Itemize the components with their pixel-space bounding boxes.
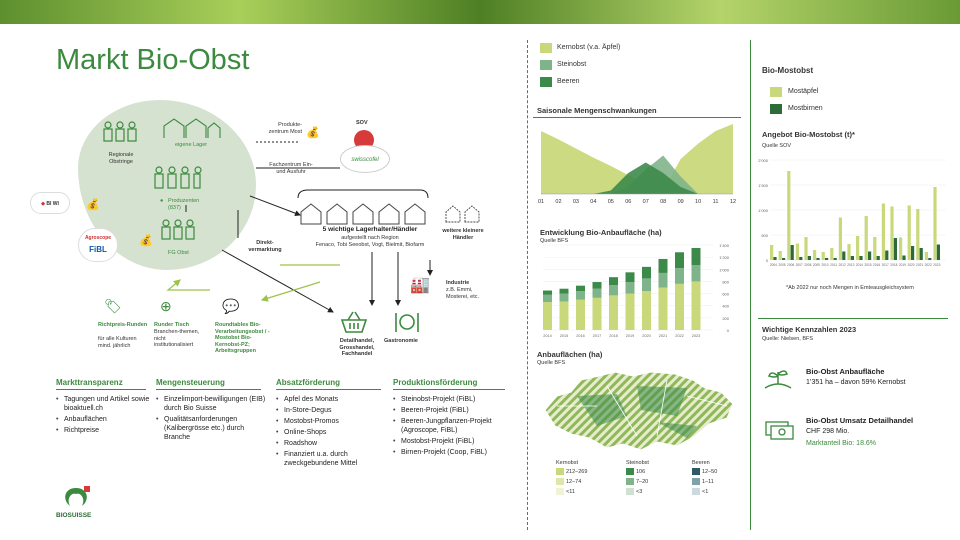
map-title: Anbauflächen (ha)	[537, 350, 603, 359]
col-produktionsfoerderung	[393, 378, 513, 459]
anbau-chart	[533, 240, 743, 340]
runder-tisch-label: Runder Tisch	[154, 322, 190, 328]
richtpreis-label: Richtpreis-Runden	[98, 322, 148, 328]
bar-segment	[593, 282, 602, 289]
bar	[902, 256, 905, 261]
x-tick-label: 2015	[559, 334, 569, 338]
y-tick-label: 0	[765, 258, 768, 263]
bar	[928, 258, 931, 260]
money-bag-icon: 💰	[86, 199, 100, 211]
bar-segment	[626, 272, 635, 282]
bar-segment	[593, 289, 602, 298]
runder-tisch-detail: Branchen-themen, nicht institutionalisiert	[154, 329, 200, 348]
detailhandel-label: Detailhandel, Grosshandel, Fachhandel	[339, 338, 375, 357]
k2-value: CHF 298 Mio.	[806, 428, 850, 435]
map-legend-range: 12–50	[702, 469, 718, 475]
list-item: • Beeren-Projekt (FiBL)	[393, 406, 513, 415]
col-title: Absatzförderung	[276, 378, 340, 387]
regionale-obstringe-label: Regionale Obstringe	[108, 152, 134, 165]
y-tick-label: 1’200	[719, 255, 729, 261]
legend-label: Kernobst (v.a. Äpfel)	[557, 44, 621, 51]
legend-swatch-mostbirnen	[770, 104, 782, 114]
bar	[782, 258, 785, 260]
industrie-label: Industrie	[446, 280, 470, 286]
list-item: • Apfel des Monats	[276, 395, 386, 404]
k1-title: Bio-Obst Anbaufläche	[806, 367, 885, 376]
x-tick-label: 2011	[830, 263, 838, 267]
x-tick-label: 2009	[812, 263, 820, 267]
map-legend-kernobst: Kernobst	[556, 460, 579, 466]
x-tick-label: 2008	[804, 263, 812, 267]
legend-label: Mostäpfel	[788, 88, 819, 95]
divider	[393, 389, 505, 390]
bar	[937, 245, 940, 261]
seasonal-tick-label: 01	[537, 199, 545, 205]
bar	[779, 251, 782, 260]
bar	[885, 251, 888, 261]
map-legend-steinobst: Steinobst	[626, 460, 649, 466]
list-item: • Tagungen und Artikel sowie bioaktuell.ch	[56, 395, 151, 413]
swisscofel-logo: swisscofel	[340, 145, 390, 173]
x-tick-label: 2018	[609, 334, 618, 338]
list-item: • Richtpreise	[56, 426, 151, 435]
list-item: • Finanziert u.a. durch zweckgebundene Mittel	[276, 450, 386, 468]
bar	[877, 256, 880, 260]
k2-share: Marktanteil Bio: 18.6%	[806, 440, 877, 447]
bar	[796, 244, 799, 261]
bar-segment	[659, 273, 668, 288]
bar-segment	[675, 268, 684, 284]
x-tick-label: 2007	[795, 263, 803, 267]
richtpreis-detail: für alle Kulturen mind. jährlich	[98, 336, 137, 349]
chat-bubbles-icon: 💬	[222, 298, 240, 314]
page-title: Markt Bio-Obst	[56, 44, 250, 76]
produzenten-label: Produzenten (837)	[168, 198, 200, 211]
bar-segment	[543, 295, 552, 302]
y-tick-label: 1’400	[719, 243, 729, 248]
map-legend-swatch	[556, 478, 564, 485]
money-bag-icon: 💰	[139, 235, 153, 247]
gastronomie-label: Gastronomie	[384, 338, 418, 344]
map-legend-beeren: Beeren	[692, 460, 710, 466]
x-tick-label: 2021	[916, 263, 924, 267]
biosuisse-wordmark: BIOSUISSE	[56, 512, 92, 519]
x-tick-label: 2014	[855, 263, 863, 267]
map-legend-swatch	[692, 468, 700, 475]
list-item: • Online-Shops	[276, 428, 386, 437]
map-legend-range: <3	[636, 489, 643, 495]
bar	[868, 252, 871, 261]
divider	[156, 389, 261, 390]
mostobst-chart-title: Angebot Bio-Mostobst (t)*	[762, 130, 855, 139]
x-tick-label: 2019	[898, 263, 906, 267]
col-title: Produktionsförderung	[393, 378, 478, 387]
bar-segment	[576, 291, 585, 300]
bar-segment	[560, 289, 569, 294]
bar	[834, 258, 837, 260]
lagerhalter-names: Fenaco, Tobi Seeobst, Vogt, Bielmit, Biofarm	[315, 242, 425, 248]
x-tick-label: 2019	[625, 334, 635, 338]
map-legend-swatch	[626, 468, 634, 475]
bar	[816, 258, 819, 260]
kennzahlen-title: Wichtige Kennzahlen 2023	[762, 325, 857, 334]
x-tick-label: 2013	[847, 263, 855, 267]
biosuisse-logo	[58, 484, 94, 512]
mostobst-chart	[756, 150, 952, 275]
map-legend-range: 106	[636, 469, 646, 475]
saisonal-title: Saisonale Mengenschwankungen	[537, 106, 657, 115]
switzerland-map	[537, 366, 741, 456]
x-tick-label: 2020	[907, 263, 915, 267]
bar-segment	[675, 252, 684, 268]
bar-segment	[576, 286, 585, 291]
bar-segment	[642, 267, 651, 279]
bar-segment	[692, 265, 701, 281]
bar	[825, 258, 828, 260]
list-item: • In-Store-Degus	[276, 406, 386, 415]
bar	[873, 237, 876, 260]
bar-segment	[626, 282, 635, 294]
bar-segment	[659, 259, 668, 273]
legend-label: Beeren	[557, 78, 580, 85]
bar	[916, 209, 919, 260]
bar-segment	[609, 295, 618, 330]
factory-icon: 🏭	[410, 277, 430, 294]
mostobst-footnote: *Ab 2022 nur noch Mengen in Emteausgleichsystem	[786, 285, 914, 291]
seasonal-tick-label: 11	[712, 199, 719, 205]
seasonal-tick-label: 02	[555, 199, 562, 205]
bar	[770, 245, 773, 260]
map-legend-range: <1	[702, 489, 709, 495]
col-mengensteuerung	[156, 378, 266, 444]
bar	[791, 245, 794, 260]
bar	[920, 248, 923, 260]
map-legend-range: 1–11	[702, 479, 714, 485]
list-item: • Mostobst-Projekt (FiBL)	[393, 437, 513, 446]
map-legend-swatch	[556, 468, 564, 475]
map-legend-range: 212–269	[566, 469, 588, 475]
map-legend-swatch	[692, 478, 700, 485]
list-item: • Steinobst-Projekt (FiBL)	[393, 395, 513, 404]
col-title: Markttransparenz	[56, 378, 123, 387]
k1-value: 1’351 ha – davon 59% Kernobst	[806, 379, 906, 386]
bar	[808, 256, 811, 260]
list-item: • Anbauflächen	[56, 415, 151, 424]
legend-label: Mostbirnen	[788, 105, 823, 112]
bar	[813, 250, 816, 260]
bar	[859, 256, 862, 260]
x-tick-label: 2005	[778, 263, 786, 267]
bar-segment	[593, 298, 602, 330]
x-tick-label: 2023	[691, 334, 701, 338]
bar-segment	[543, 302, 552, 330]
seasonal-tick-label: 07	[642, 199, 649, 205]
field-plant-icon	[763, 366, 793, 392]
seasonal-tick-label: 05	[607, 199, 614, 205]
bar	[899, 238, 902, 261]
bar	[856, 236, 859, 260]
y-tick-label: 1’000	[758, 208, 768, 213]
x-tick-label: 2021	[658, 334, 668, 338]
bar	[822, 252, 825, 260]
y-tick-label: 0	[726, 328, 729, 333]
bar	[890, 207, 893, 261]
map-legend-swatch	[692, 488, 700, 495]
bar-segment	[659, 288, 668, 331]
x-tick-label: 2014	[543, 334, 552, 338]
divider	[276, 389, 381, 390]
fachzentrum-label: Fachzentrum Ein- und Ausfuhr	[269, 162, 313, 175]
x-tick-label: 2016	[873, 263, 881, 267]
bar-segment	[560, 301, 569, 330]
bar	[804, 237, 807, 260]
legend-swatch-kernobst	[540, 43, 552, 53]
kennzahlen-source: Quelle: Nielsen, BFS	[762, 336, 814, 342]
roundtables-label: Roundtables Bio-Verarbeitungsobst / -Mostobst Bio-Kernobst-PZ; Arbeitsgruppen	[215, 322, 270, 354]
mostobst-source: Quelle SOV	[762, 143, 792, 149]
y-tick-label: 600	[722, 291, 729, 297]
y-tick-label: 800	[722, 279, 729, 285]
divider	[758, 318, 948, 319]
map-legend-range: 7–20	[636, 479, 649, 485]
y-tick-label: 1’500	[758, 183, 768, 188]
fg-obst-label: FG Obst	[168, 250, 189, 256]
map-source: Quelle BFS	[537, 360, 566, 366]
x-tick-label: 2023	[933, 263, 941, 267]
x-tick-label: 2017	[592, 334, 602, 338]
produzenten-dot-icon: ●	[160, 198, 164, 204]
sov-label: SOV	[356, 120, 368, 126]
col-markttransparenz	[56, 378, 151, 437]
bar	[830, 248, 833, 260]
list-item: • Einzelimport-bewilligungen (EIB) durch Bio Suisse	[156, 395, 266, 413]
bsw-logo: ◆ BI WI	[30, 192, 70, 214]
list-item: • Roadshow	[276, 439, 386, 448]
bar	[839, 218, 842, 261]
seasonal-tick-label: 10	[695, 199, 702, 205]
map-legend-swatch	[626, 478, 634, 485]
lagerhalter-title: 5 wichtige Lagerhalter/Händler	[322, 226, 418, 233]
y-tick-label: 500	[761, 233, 768, 238]
agroscope-logo: Agroscope FiBL	[78, 228, 118, 262]
seasonal-tick-label: 06	[625, 199, 632, 205]
bar-segment	[560, 294, 569, 302]
bar	[773, 257, 776, 260]
list-item: • Beeren-Jungpflanzen-Projekt (Agroscope, FiBL)	[393, 417, 513, 435]
divider	[56, 389, 146, 390]
x-tick-label: 2016	[576, 334, 585, 338]
bar	[851, 256, 854, 260]
bar-segment	[543, 291, 552, 295]
map-legend-range: <11	[566, 489, 575, 495]
x-tick-label: 2004	[769, 263, 777, 267]
industrie-detail: z.B. Emmi, Mosterei, etc.	[446, 287, 480, 300]
table-icon: ⊕	[160, 298, 172, 314]
y-tick-label: 2’000	[758, 158, 768, 163]
bar	[865, 216, 868, 260]
legend-swatch-mostaepfel	[770, 87, 782, 97]
legend-swatch-beeren	[540, 77, 552, 87]
bar-segment	[576, 300, 585, 330]
map-legend-swatch	[556, 488, 564, 495]
bar	[799, 257, 802, 260]
x-tick-label: 2012	[838, 263, 846, 267]
k2-title: Bio-Obst Umsatz Detailhandel	[806, 416, 914, 425]
bar	[911, 246, 914, 260]
seasonal-tick-label: 08	[660, 199, 667, 205]
anbau-chart-source: Quelle BFS	[540, 238, 569, 244]
x-tick-label: 2022	[924, 263, 932, 267]
seasonal-tick-label: 04	[590, 199, 597, 205]
seasonal-tick-label: 09	[677, 199, 684, 205]
bar-segment	[609, 285, 618, 295]
x-tick-label: 2022	[675, 334, 684, 338]
weitere-haendler-label: weitere kleinere Händler	[442, 228, 484, 241]
eigene-lager-label: eigene Lager	[175, 142, 208, 148]
bar	[847, 244, 850, 260]
x-tick-label: 2017	[881, 263, 889, 267]
list-item: • Birnen-Projekt (Coop, FiBL)	[393, 448, 513, 457]
bar-segment	[626, 294, 635, 330]
x-tick-label: 2010	[821, 263, 829, 267]
bar-segment	[642, 278, 651, 291]
y-tick-label: 200	[722, 315, 729, 321]
bar-segment	[692, 281, 701, 330]
separator	[750, 40, 751, 530]
x-tick-label: 2020	[642, 334, 651, 338]
map-legend-range: 12–74	[566, 479, 582, 485]
bar	[787, 171, 790, 260]
money-bills-icon	[764, 418, 796, 440]
bar-segment	[675, 284, 684, 330]
mostobst-title: Bio-Mostobst	[762, 66, 814, 75]
bar	[894, 238, 897, 260]
bar	[882, 204, 885, 261]
seasonal-tick-label: 03	[572, 199, 579, 205]
y-tick-label: 400	[722, 303, 729, 309]
anbau-chart-title: Entwicklung Bio-Anbaufläche (ha)	[540, 228, 662, 237]
x-tick-label: 2018	[890, 263, 898, 267]
legend-label: Steinobst	[557, 61, 587, 68]
separator	[527, 40, 528, 530]
bar	[908, 206, 911, 261]
direktvermarktung-label: Direkt-vermarktung	[248, 240, 282, 253]
produktezentrum-label: Produkte-zentrum Most	[268, 122, 302, 135]
bar	[925, 252, 928, 260]
lagerhalter-sub: aufgestellt nach Region	[341, 235, 399, 241]
bar	[842, 252, 845, 261]
legend-swatch-steinobst	[540, 60, 552, 70]
bar	[933, 187, 936, 260]
x-tick-label: 2015	[864, 263, 872, 267]
list-item: • Mostobst-Promos	[276, 417, 386, 426]
price-tag-icon: 🏷	[104, 298, 122, 314]
y-tick-label: 1’000	[719, 267, 729, 273]
seasonal-chart	[533, 118, 743, 208]
seasonal-tick-label: 12	[729, 199, 737, 205]
bar-segment	[642, 291, 651, 330]
x-tick-label: 2006	[787, 263, 795, 267]
map-legend-swatch	[626, 488, 634, 495]
col-title: Mengensteuerung	[156, 378, 225, 387]
list-item: • Qualitätsanforderungen (Kalibergrösse etc.) durch Branche	[156, 415, 266, 442]
col-absatzfoerderung	[276, 378, 386, 470]
bar-segment	[692, 248, 701, 265]
bar-segment	[609, 277, 618, 285]
money-bag-icon: 💰	[306, 127, 320, 139]
